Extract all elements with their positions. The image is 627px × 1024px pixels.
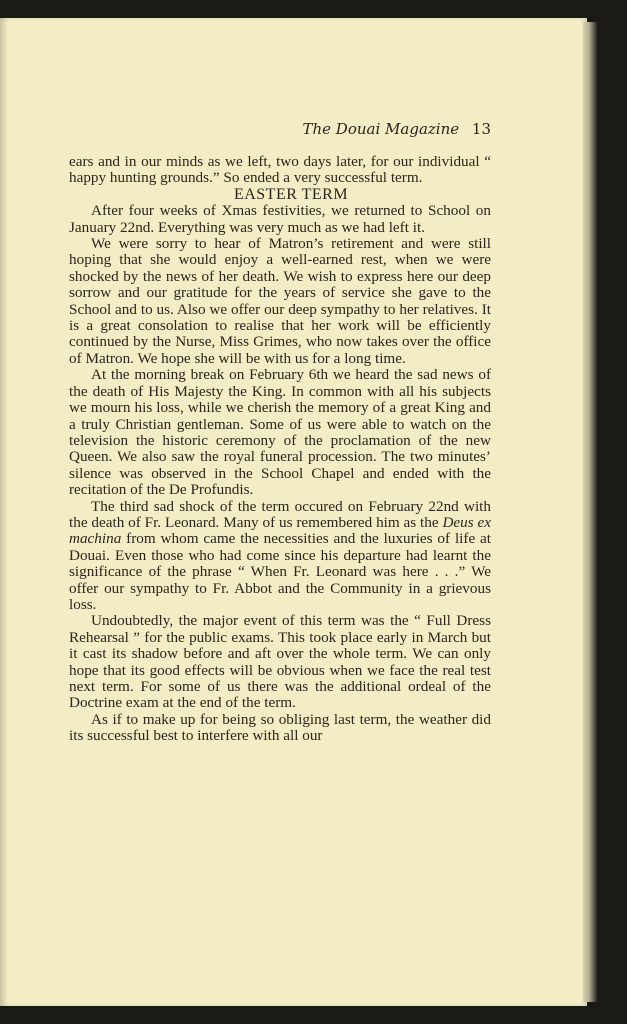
paragraph-return: After four weeks of Xmas festivities, we returned to School on January 22nd. Everything was very much as we had left it. [69,202,491,236]
page-edge [583,22,597,1002]
page-number: 13 [471,120,491,138]
opening-paragraph: ears and in our minds as we left, two days later, for our individual “ happy hunting grounds.” So ended a very successful term. [69,153,491,187]
leonard-text-after: from whom came the necessities and the luxuries of life at Douai. Even those who had come since his departure had learnt the significance of the phrase “ When Fr. Leonard was here . . .” We offer our sympathy to Fr. Abbot and the Community in a grievous loss. [69,530,491,613]
paragraph-king: At the morning break on February 6th we heard the sad news of the death of His Majesty the King. In common with all his subjects we mourn his loss, while we cherish the memory of a great King and a truly Christian gentleman. Some of us were able to watch on the television the historic ceremony of the proclamation of the new Queen. We also saw the royal funeral procession. The two minutes’ silence was observed in the School Chapel and ended with the recitation of the De Profundis. [69,366,491,499]
paragraph-leonard [69,499,491,614]
leonard-text-before: The third sad shock of the term occured on February 22nd with the death of Fr. Leonard. Many of us remembered him as the [69,497,491,531]
section-heading: EASTER TERM [233,185,349,203]
paragraph-rehearsal: Undoubtedly, the major event of this term was the “ Full Dress Rehearsal ” for the public exams. This took place early in March but it cast its shadow before and aft over the whole term. We can only hope that its good effects will be obvious when we face the real test next term. For some of us there was the additional ordeal of the Doctrine exam at the end of the term. [69,612,491,712]
paragraph-matron: We were sorry to hear of Matron’s retirement and were still hoping that she would enjoy a well-earned rest, when we were shocked by the news of her death. We wish to express here our deep sorrow and our gratitude for the years of service she gave to the School and to us. Also we offer our deep sympathy to her relatives. It is a great consolation to realise that her work will be efficiently continued by the Nurse, Miss Grimes, who now takes over the office of Matron. We hope she will be with us for a long time. [69,235,491,367]
paragraph-weather: As if to make up for being so obliging last term, the weather did its successful best to interfere with all our [69,710,491,745]
leonard-text-italic: Deus ex machina [69,513,491,548]
running-head [69,120,491,138]
journal-title: The Douai Magazine [302,120,460,138]
body-text [69,154,491,745]
spine-shadow [0,18,8,1006]
